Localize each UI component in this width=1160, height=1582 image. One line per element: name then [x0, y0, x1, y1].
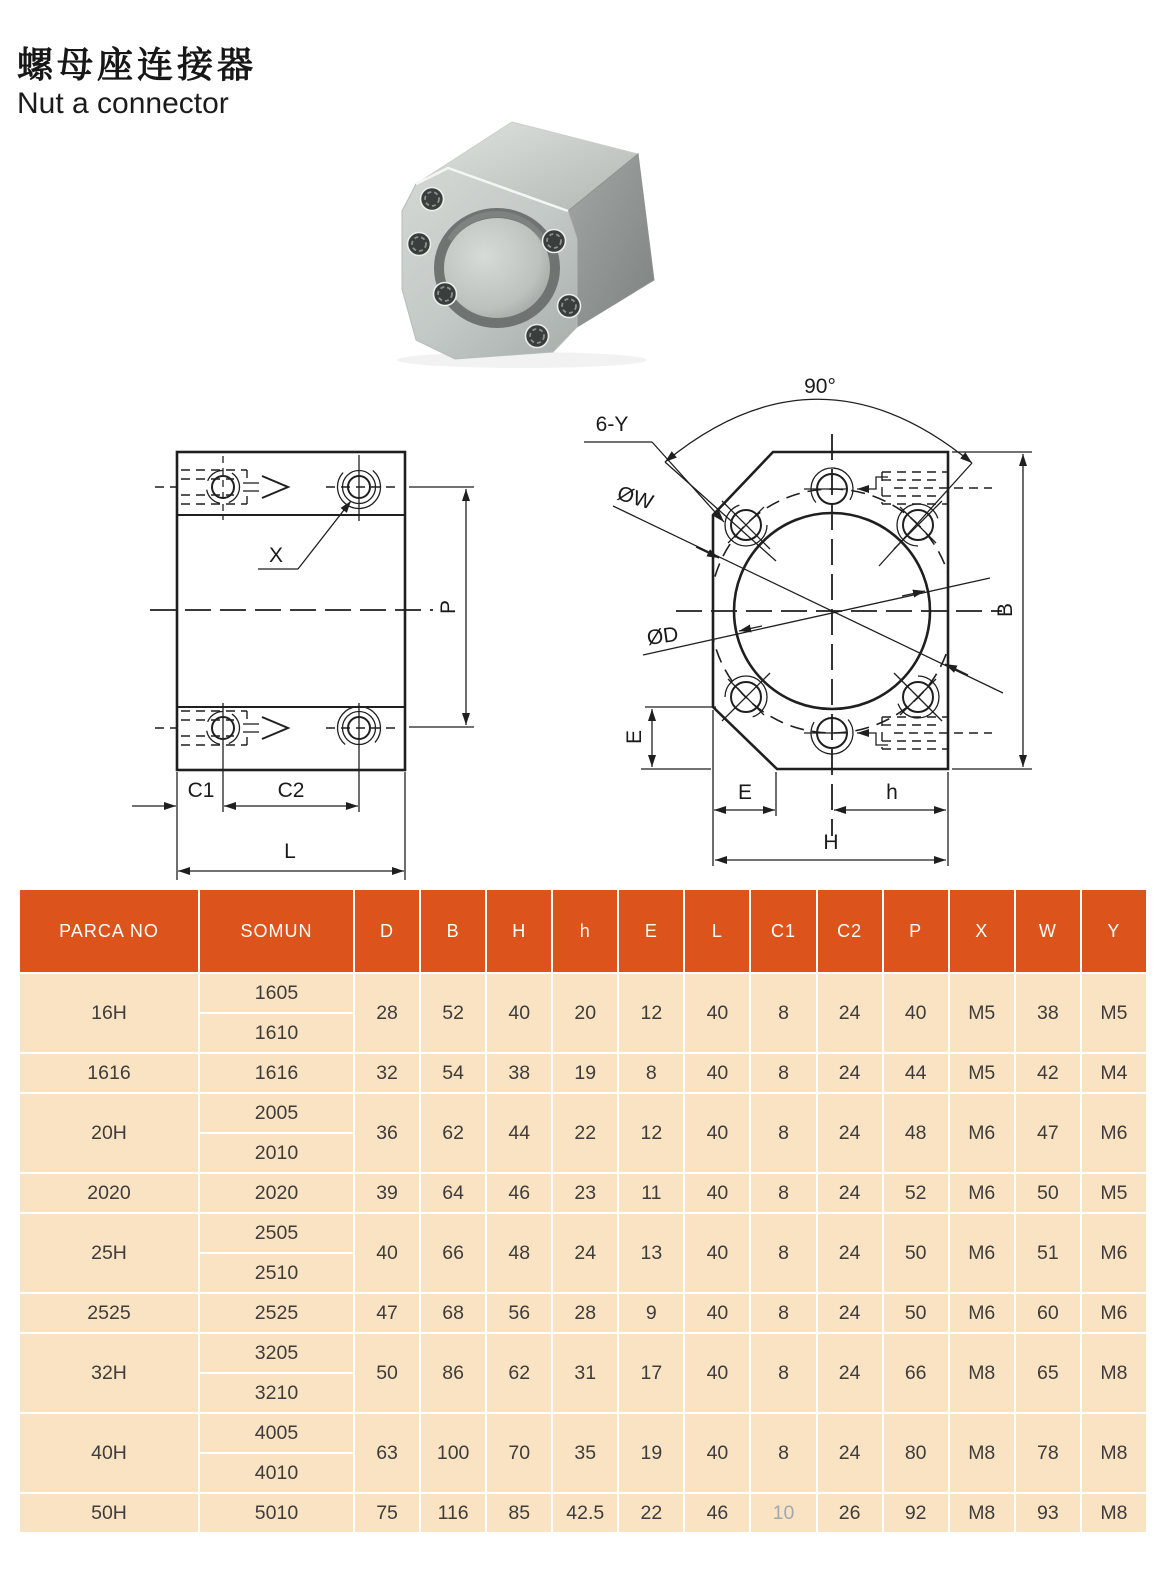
- value-cell: 70: [487, 1414, 551, 1492]
- value-cell: 50: [884, 1214, 948, 1292]
- somun-cell: 1616: [200, 1054, 353, 1092]
- value-cell: 42.5: [553, 1494, 617, 1532]
- value-cell: 50: [355, 1334, 419, 1412]
- title-block: [17, 44, 257, 121]
- value-cell: 24: [818, 974, 882, 1052]
- spec-table-wrap: [18, 888, 1148, 1534]
- value-cell: 40: [487, 974, 551, 1052]
- value-cell: 92: [884, 1494, 948, 1532]
- value-cell: 24: [818, 1094, 882, 1172]
- table-row: [20, 1214, 1146, 1252]
- parca-cell: 2020: [20, 1174, 198, 1212]
- somun-cell: 2525: [200, 1294, 353, 1332]
- front-hole-bottom: [802, 703, 888, 762]
- somun-cell: 2005: [200, 1094, 353, 1132]
- value-cell: 19: [619, 1414, 683, 1492]
- table-row: [20, 974, 1146, 1012]
- column-header: P: [884, 890, 948, 972]
- label-l: L: [284, 840, 296, 863]
- value-cell: 50: [884, 1294, 948, 1332]
- value-cell: 42: [1016, 1054, 1080, 1092]
- value-cell: 28: [553, 1294, 617, 1332]
- value-cell: 17: [619, 1334, 683, 1412]
- value-cell: M6: [950, 1174, 1014, 1212]
- side-hole-top-left: [207, 456, 240, 520]
- label-c1: C1: [187, 779, 215, 802]
- value-cell: M6: [950, 1214, 1014, 1292]
- column-header: Y: [1082, 890, 1146, 972]
- value-cell: 40: [355, 1214, 419, 1292]
- label-x: X: [268, 544, 284, 567]
- value-cell: 8: [619, 1054, 683, 1092]
- label-angle: 90°: [804, 375, 836, 398]
- value-cell: 40: [685, 1414, 749, 1492]
- label-e-bottom: E: [737, 781, 753, 804]
- column-header: h: [553, 890, 617, 972]
- value-cell: M8: [950, 1414, 1014, 1492]
- value-cell: M6: [1082, 1214, 1146, 1292]
- label-h-total: H: [823, 831, 839, 854]
- value-cell: 38: [1016, 974, 1080, 1052]
- column-header: H: [487, 890, 551, 972]
- table-row: [20, 1054, 1146, 1092]
- value-cell: 36: [355, 1094, 419, 1172]
- parca-cell: 25H: [20, 1214, 198, 1292]
- value-cell: M8: [1082, 1414, 1146, 1492]
- value-cell: 40: [685, 1214, 749, 1292]
- value-cell: 8: [751, 1334, 815, 1412]
- value-cell: 40: [685, 1174, 749, 1212]
- value-cell: 35: [553, 1414, 617, 1492]
- value-cell: 8: [751, 1214, 815, 1292]
- value-cell: M6: [1082, 1294, 1146, 1332]
- value-cell: 40: [884, 974, 948, 1052]
- label-c2: C2: [277, 779, 305, 802]
- value-cell: 9: [619, 1294, 683, 1332]
- value-cell: 8: [751, 1294, 815, 1332]
- value-cell: 40: [685, 974, 749, 1052]
- column-header: D: [355, 890, 419, 972]
- value-cell: 24: [818, 1174, 882, 1212]
- value-cell: 22: [619, 1494, 683, 1532]
- parca-cell: 20H: [20, 1094, 198, 1172]
- value-cell: 8: [751, 974, 815, 1052]
- value-cell: 66: [421, 1214, 485, 1292]
- value-cell: 40: [685, 1334, 749, 1412]
- table-row: [20, 1174, 1146, 1212]
- value-cell: 10: [751, 1494, 815, 1532]
- value-cell: M8: [1082, 1494, 1146, 1532]
- value-cell: 24: [818, 1054, 882, 1092]
- value-cell: M8: [950, 1494, 1014, 1532]
- parca-cell: 50H: [20, 1494, 198, 1532]
- value-cell: 38: [487, 1054, 551, 1092]
- value-cell: 51: [1016, 1214, 1080, 1292]
- value-cell: M5: [1082, 974, 1146, 1052]
- value-cell: M6: [950, 1094, 1014, 1172]
- column-header: SOMUN: [200, 890, 353, 972]
- value-cell: 24: [818, 1334, 882, 1412]
- column-header: W: [1016, 890, 1080, 972]
- label-bore-dia: ØD: [645, 622, 680, 650]
- table-row: [20, 1334, 1146, 1372]
- value-cell: 32: [355, 1054, 419, 1092]
- product-photo: [372, 108, 677, 370]
- somun-cell: 1610: [200, 1014, 353, 1052]
- value-cell: M6: [950, 1294, 1014, 1332]
- front-view-drawing: [584, 375, 1032, 866]
- value-cell: 31: [553, 1334, 617, 1412]
- value-cell: 80: [884, 1414, 948, 1492]
- value-cell: 52: [884, 1174, 948, 1212]
- somun-cell: 2510: [200, 1254, 353, 1292]
- parca-cell: 16H: [20, 974, 198, 1052]
- table-row: [20, 1494, 1146, 1532]
- page-title-en: Nut a connector: [17, 87, 229, 120]
- value-cell: 24: [818, 1214, 882, 1292]
- value-cell: 47: [355, 1294, 419, 1332]
- label-e-side: E: [623, 729, 646, 745]
- side-view-drawing: [132, 452, 474, 880]
- somun-cell: 1605: [200, 974, 353, 1012]
- somun-cell: 4010: [200, 1454, 353, 1492]
- value-cell: 44: [487, 1094, 551, 1172]
- value-cell: M8: [950, 1334, 1014, 1412]
- column-header: B: [421, 890, 485, 972]
- value-cell: 40: [685, 1294, 749, 1332]
- value-cell: 24: [818, 1414, 882, 1492]
- value-cell: 60: [1016, 1294, 1080, 1332]
- value-cell: 40: [685, 1054, 749, 1092]
- technical-drawings: [0, 370, 1160, 885]
- value-cell: 28: [355, 974, 419, 1052]
- value-cell: 62: [487, 1334, 551, 1412]
- table-row: [20, 1094, 1146, 1132]
- value-cell: 62: [421, 1094, 485, 1172]
- value-cell: 11: [619, 1174, 683, 1212]
- value-cell: M6: [1082, 1094, 1146, 1172]
- label-p: P: [437, 599, 460, 615]
- value-cell: 39: [355, 1174, 419, 1212]
- label-holes: 6-Y: [595, 413, 629, 436]
- value-cell: M5: [950, 1054, 1014, 1092]
- parca-cell: 1616: [20, 1054, 198, 1092]
- column-header: E: [619, 890, 683, 972]
- value-cell: 47: [1016, 1094, 1080, 1172]
- value-cell: 22: [553, 1094, 617, 1172]
- column-header: C1: [751, 890, 815, 972]
- value-cell: 8: [751, 1054, 815, 1092]
- side-hole-bottom-right: [329, 698, 390, 769]
- table-row: [20, 1414, 1146, 1452]
- value-cell: 46: [685, 1494, 749, 1532]
- value-cell: 48: [884, 1094, 948, 1172]
- value-cell: 85: [487, 1494, 551, 1532]
- column-header: C2: [818, 890, 882, 972]
- value-cell: 23: [553, 1174, 617, 1212]
- value-cell: 86: [421, 1334, 485, 1412]
- label-bolt-dia: ØW: [614, 481, 656, 515]
- page-title-zh: 螺母座连接器: [17, 44, 258, 85]
- side-hole-top-right: [329, 455, 390, 521]
- column-header: X: [950, 890, 1014, 972]
- value-cell: 24: [818, 1294, 882, 1332]
- value-cell: 48: [487, 1214, 551, 1292]
- front-hole-bottom-right: [894, 673, 942, 721]
- value-cell: 8: [751, 1414, 815, 1492]
- somun-cell: 5010: [200, 1494, 353, 1532]
- value-cell: 116: [421, 1494, 485, 1532]
- value-cell: 20: [553, 974, 617, 1052]
- table-row: [20, 1294, 1146, 1332]
- value-cell: 56: [487, 1294, 551, 1332]
- parca-cell: 2525: [20, 1294, 198, 1332]
- value-cell: 93: [1016, 1494, 1080, 1532]
- column-header: PARCA NO: [20, 890, 198, 972]
- value-cell: 12: [619, 974, 683, 1052]
- somun-cell: 2020: [200, 1174, 353, 1212]
- value-cell: 24: [553, 1214, 617, 1292]
- value-cell: 13: [619, 1214, 683, 1292]
- label-h-offset: h: [886, 781, 898, 804]
- value-cell: 65: [1016, 1334, 1080, 1412]
- value-cell: 12: [619, 1094, 683, 1172]
- front-keyway-top: [882, 472, 992, 504]
- value-cell: 68: [421, 1294, 485, 1332]
- value-cell: 26: [818, 1494, 882, 1532]
- column-header: L: [685, 890, 749, 972]
- value-cell: 8: [751, 1174, 815, 1212]
- value-cell: 66: [884, 1334, 948, 1412]
- parca-cell: 32H: [20, 1334, 198, 1412]
- value-cell: M4: [1082, 1054, 1146, 1092]
- somun-cell: 3210: [200, 1374, 353, 1412]
- somun-cell: 2010: [200, 1134, 353, 1172]
- somun-cell: 3205: [200, 1334, 353, 1372]
- value-cell: 100: [421, 1414, 485, 1492]
- value-cell: M8: [1082, 1334, 1146, 1412]
- value-cell: 40: [685, 1094, 749, 1172]
- value-cell: 8: [751, 1094, 815, 1172]
- value-cell: 54: [421, 1054, 485, 1092]
- value-cell: 44: [884, 1054, 948, 1092]
- value-cell: 75: [355, 1494, 419, 1532]
- value-cell: 63: [355, 1414, 419, 1492]
- front-keyway-bottom: [882, 717, 992, 749]
- value-cell: 50: [1016, 1174, 1080, 1212]
- front-hole-bottom-left: [722, 673, 770, 721]
- label-b: B: [994, 602, 1017, 618]
- somun-cell: 4005: [200, 1414, 353, 1452]
- value-cell: M5: [1082, 1174, 1146, 1212]
- front-hole-top-left: [722, 501, 770, 549]
- value-cell: 78: [1016, 1414, 1080, 1492]
- somun-cell: 2505: [200, 1214, 353, 1252]
- value-cell: 19: [553, 1054, 617, 1092]
- value-cell: M5: [950, 974, 1014, 1052]
- value-cell: 46: [487, 1174, 551, 1212]
- spec-table: [18, 888, 1148, 1534]
- front-hole-top: [802, 459, 888, 518]
- value-cell: 52: [421, 974, 485, 1052]
- value-cell: 64: [421, 1174, 485, 1212]
- parca-cell: 40H: [20, 1414, 198, 1492]
